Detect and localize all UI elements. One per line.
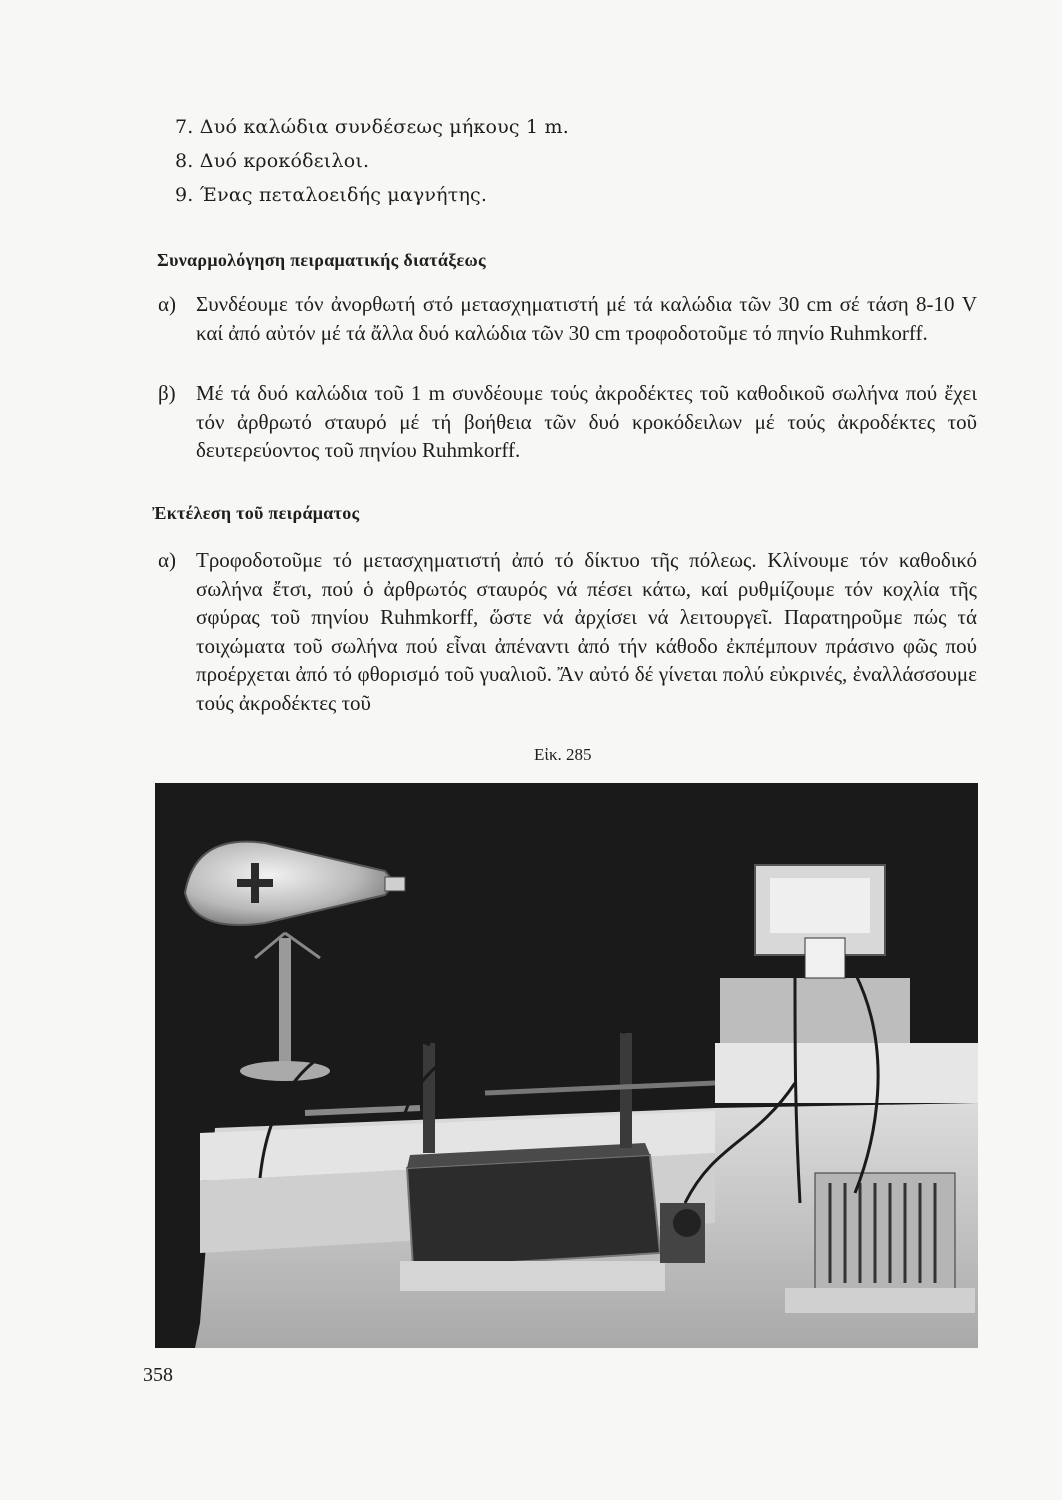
list-item (175, 116, 569, 138)
paragraph-assembly-b (158, 379, 977, 465)
list-item-number: 7. (175, 116, 194, 138)
platform-box (720, 978, 910, 1048)
list-item-text: Ένας πεταλοειδής μαγνήτης. (199, 184, 488, 206)
list-item-number: 8. (175, 150, 194, 172)
list-item (175, 150, 369, 172)
section-heading-execution: Ἐκτέλεση τοῦ πειράματος (152, 503, 360, 523)
item-marker: α) (158, 548, 176, 572)
coil-terminal (423, 1043, 435, 1153)
ruhmkorff-coil (407, 1155, 660, 1268)
tube-stand (279, 938, 291, 1068)
list-item-number: 9. (175, 184, 194, 206)
item-marker: β) (158, 381, 176, 405)
page-number: 358 (143, 1364, 173, 1386)
paragraph-text: Τροφοδοτοῦμε τό μετασχηματιστή ἀπό τό δίκτυο τῆς πόλεως. Κλίνουμε τόν καθοδικό σωλήνα ἔτσι, πού ὁ ἀρθρωτός σταυρός νά πέσει κάτω, καί ρυθμίζουμε τόν κοχλία τῆς σφύρας τοῦ πηνίου Ruhmkorff, ὥστε νά ἀρχίσει νά λειτουργεῖ. Παρατηροῦμε πώς τά τοιχώματα τοῦ σωλήνα πού εἶναι ἀπέναντι ἀπό τήν κάθοδο ἐκπέμπουν πράσινο φῶς πού προέρχεται ἀπό τό φθορισμό τοῦ γυαλιοῦ. Ἄν αὐτό δέ γίνεται πολύ εὐκρινές, ἐναλλάσσουμε τούς ἀκροδέκτες τοῦ (196, 548, 977, 715)
section-heading-assembly: Συναρμολόγηση πειραματικής διατάξεως (157, 250, 486, 270)
paragraph-assembly-a (158, 290, 977, 347)
figure-caption: Εἰκ. 285 (534, 745, 592, 764)
list-item (175, 184, 487, 206)
paragraph-text: Συνδέουμε τόν ἀνορθωτή στό μετασχηματιστή μέ τά καλώδια τῶν 30 cm σέ τάση 8-10 V καί ἀπό αὐτόν μέ τά ἄλλα δυό καλώδια τῶν 30 cm τροφοδοτοῦμε τό πηνίο Ruhmkorff. (196, 292, 977, 345)
list-item-text: Δυό καλώδια συνδέσεως μήκους 1 m. (199, 116, 569, 138)
item-marker: α) (158, 292, 176, 316)
apparatus-photo (155, 783, 978, 1348)
paragraph-execution-a (158, 546, 977, 717)
coil-terminal (620, 1033, 632, 1148)
apparatus-illustration (155, 783, 978, 1348)
list-item-text: Δυό κροκόδειλοι. (199, 150, 370, 172)
paragraph-text: Μέ τά δυό καλώδια τοῦ 1 m συνδέουμε τούς ἀκροδέκτες τοῦ καθοδικοῦ σωλήνα πού ἔχει τόν ἀρθρωτό σταυρό μέ τή βοήθεια τῶν δυό κροκόδειλων μέ τούς ἀκροδέκτες τοῦ δευτερεύοντος τοῦ πηνίου Ruhmkorff. (196, 381, 977, 462)
